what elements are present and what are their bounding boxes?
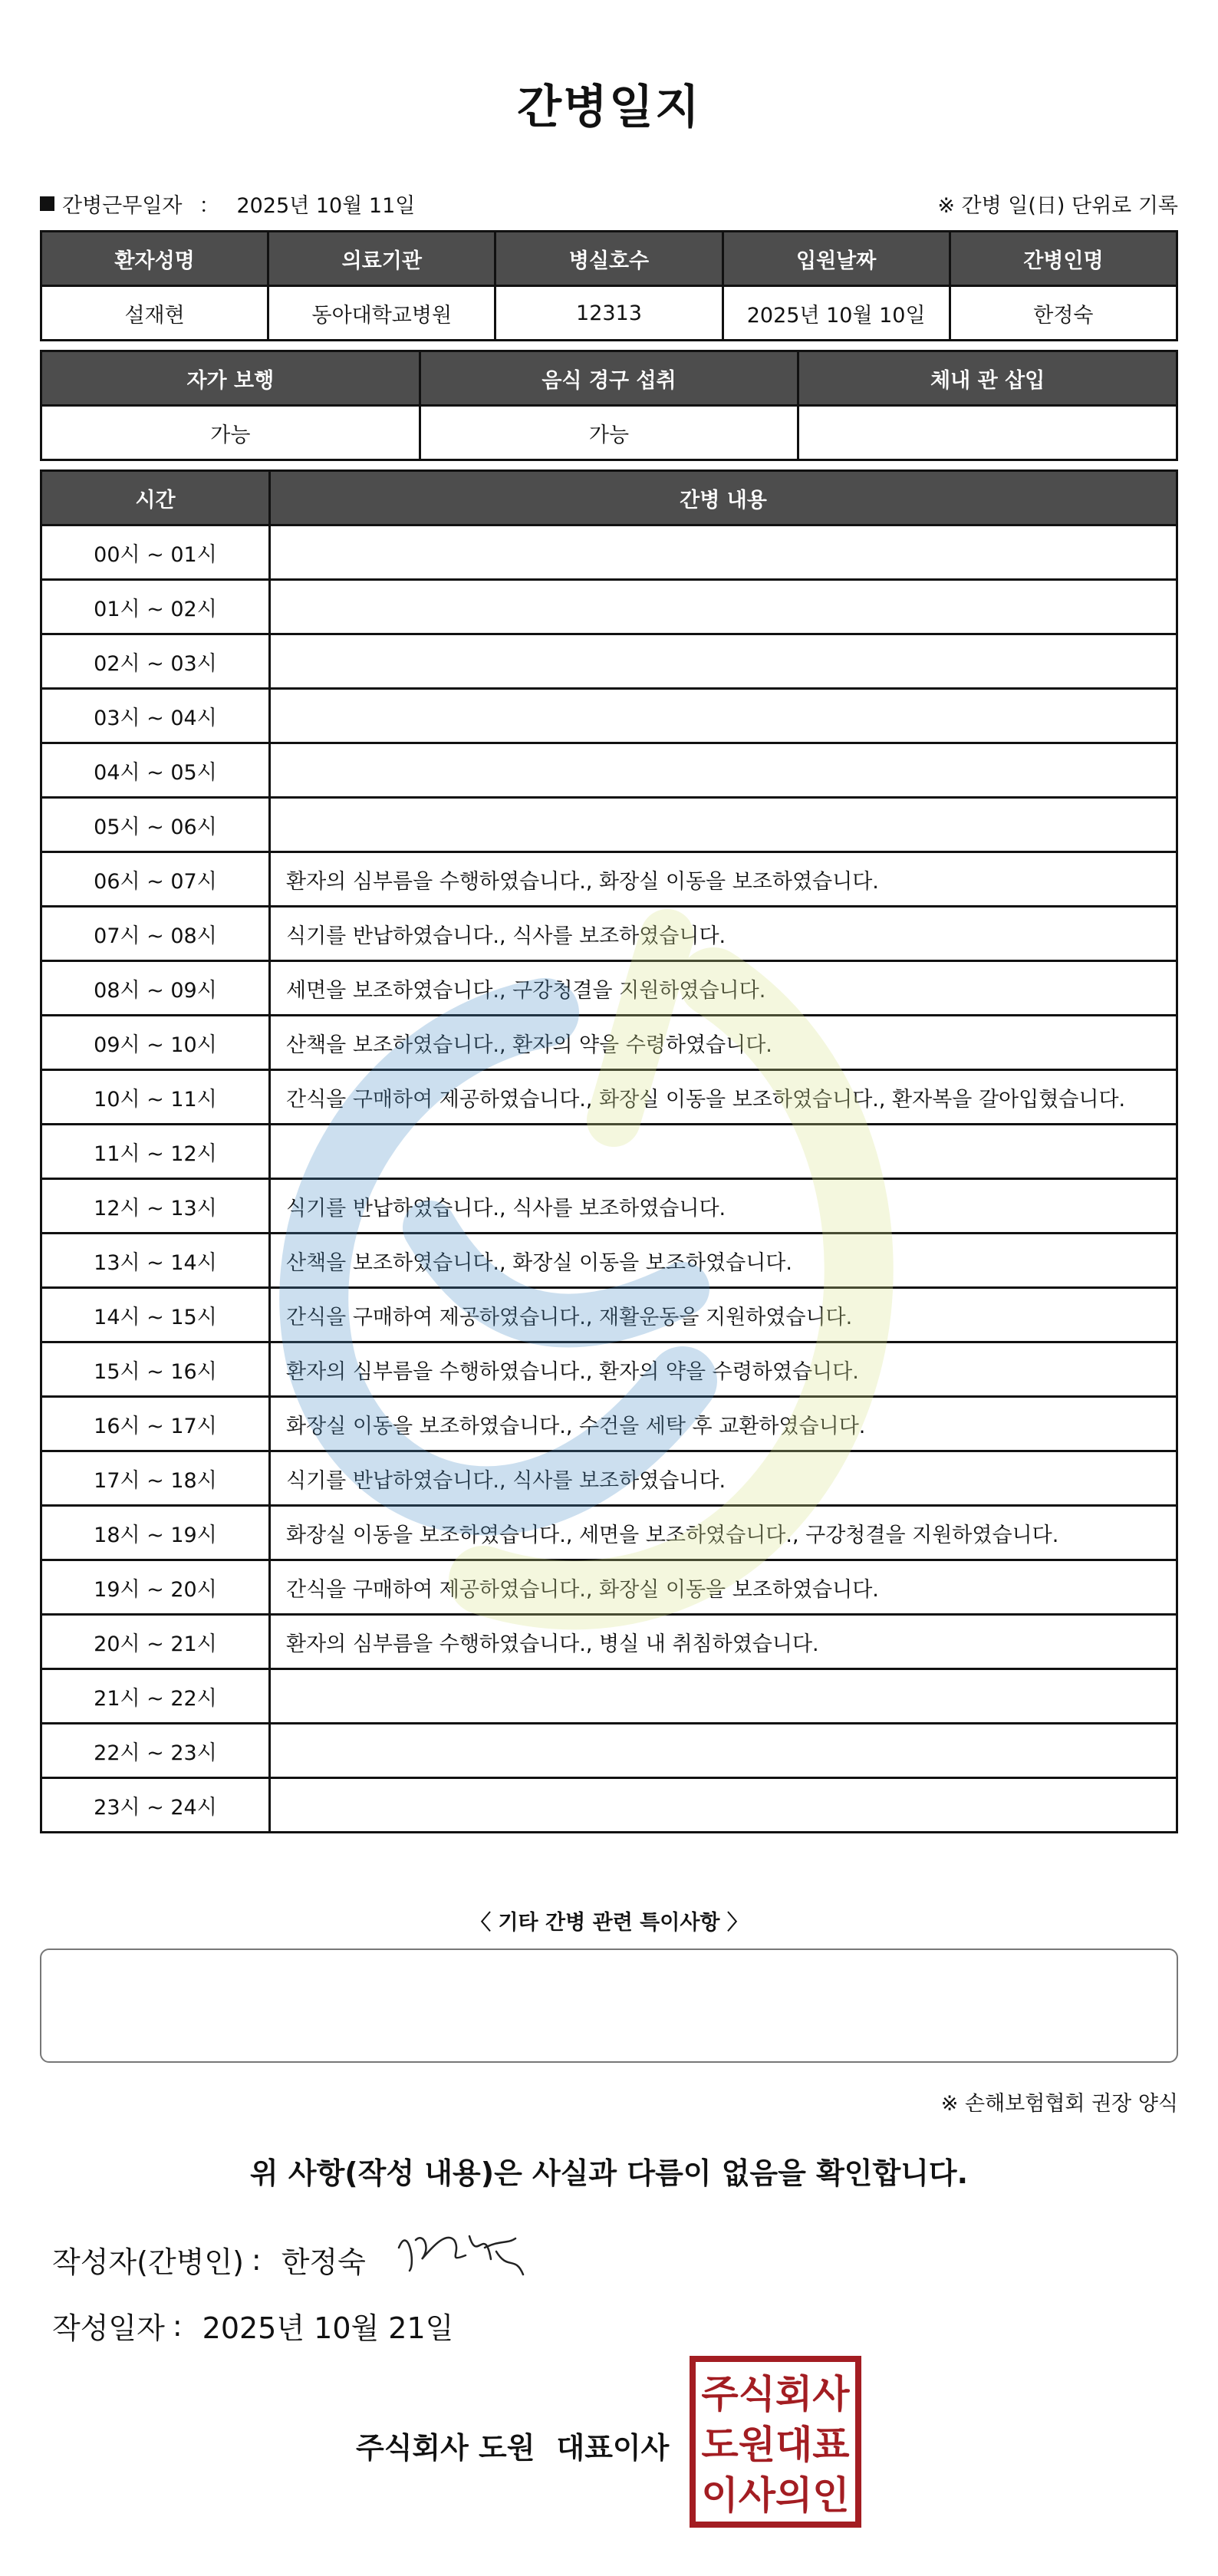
table-header-row: [41, 471, 1177, 525]
table-row: [41, 580, 1177, 634]
schedule-time: 09시 ~ 10시: [41, 1016, 270, 1070]
patient-name: 설재현: [41, 286, 268, 341]
schedule-content: 식기를 반납하였습니다., 식사를 보조하였습니다.: [270, 907, 1177, 961]
header-time: 시간: [41, 471, 270, 525]
hospital: 동아대학교병원: [268, 286, 495, 341]
table-row: [41, 1016, 1177, 1070]
author-colon: :: [251, 2242, 262, 2277]
author-line: [52, 2238, 366, 2281]
company-seal-icon: [689, 2355, 862, 2528]
work-date-colon: ：: [199, 194, 220, 218]
schedule-content: [270, 580, 1177, 634]
schedule-content: 간식을 구매하여 제공하였습니다., 화장실 이동을 보조하였습니다.: [270, 1560, 1177, 1615]
table-row: [41, 1724, 1177, 1778]
schedule-time: 03시 ~ 04시: [41, 689, 270, 743]
schedule-time: 01시 ~ 02시: [41, 580, 270, 634]
written-date-label: 작성일자: [52, 2311, 165, 2345]
seal-line-3: 이사의인: [701, 2473, 850, 2518]
caregiver-name: 한정숙: [950, 286, 1177, 341]
schedule-time: 13시 ~ 14시: [41, 1234, 270, 1288]
header-caregiver-name: 간병인명: [950, 232, 1177, 286]
company-representative: 대표이사: [556, 2431, 670, 2465]
table-row: [41, 852, 1177, 907]
schedule-time: 20시 ~ 21시: [41, 1615, 270, 1669]
schedule-time: 10시 ~ 11시: [41, 1070, 270, 1125]
schedule-content: [270, 634, 1177, 689]
schedule-time: 22시 ~ 23시: [41, 1724, 270, 1778]
author-name: 한정숙: [281, 2245, 366, 2279]
schedule-content: [270, 1778, 1177, 1833]
schedule-time: 21시 ~ 22시: [41, 1669, 270, 1724]
tube-insertion-value: [798, 406, 1177, 460]
schedule-time: 04시 ~ 05시: [41, 743, 270, 798]
table-row: [41, 1778, 1177, 1833]
table-row: [41, 525, 1177, 580]
care-schedule-table: [40, 469, 1178, 1833]
table-row: [41, 1560, 1177, 1615]
header-self-walking: 자가 보행: [41, 351, 420, 406]
table-row: [41, 907, 1177, 961]
table-row: [41, 1451, 1177, 1506]
table-row: [41, 1342, 1177, 1397]
header-patient-name: 환자성명: [41, 232, 268, 286]
written-date-line: [52, 2304, 453, 2347]
schedule-time: 14시 ~ 15시: [41, 1288, 270, 1342]
schedule-content: [270, 525, 1177, 580]
author-label: 작성자(간병인): [52, 2245, 244, 2279]
square-bullet-icon: [40, 196, 54, 211]
table-row: [41, 634, 1177, 689]
schedule-content: 환자의 심부름을 수행하였습니다., 환자의 약을 수령하였습니다.: [270, 1342, 1177, 1397]
table-row: [41, 1397, 1177, 1451]
table-row: [41, 1506, 1177, 1560]
seal-line-2: 도원대표: [701, 2423, 850, 2467]
table-row: [41, 406, 1177, 460]
table-row: [41, 961, 1177, 1016]
header-room-number: 병실호수: [495, 232, 723, 286]
unit-note: ※ 간병 일(日) 단위로 기록: [937, 194, 1178, 218]
table-row: [41, 1615, 1177, 1669]
table-row: [41, 689, 1177, 743]
schedule-content: 산책을 보조하였습니다., 환자의 약을 수령하였습니다.: [270, 1016, 1177, 1070]
schedule-content: [270, 689, 1177, 743]
schedule-content: 식기를 반납하였습니다., 식사를 보조하였습니다.: [270, 1179, 1177, 1234]
table-row: [41, 1070, 1177, 1125]
table-row: [41, 743, 1177, 798]
header-admission-date: 입원날짜: [723, 232, 950, 286]
company-line: [356, 2424, 669, 2466]
schedule-content: 세면을 보조하였습니다., 구강청결을 지원하였습니다.: [270, 961, 1177, 1016]
schedule-time: 15시 ~ 16시: [41, 1342, 270, 1397]
page-title: 간병일지: [517, 81, 701, 134]
schedule-time: 19시 ~ 20시: [41, 1560, 270, 1615]
schedule-time: 16시 ~ 17시: [41, 1397, 270, 1451]
oral-intake-value: 가능: [420, 406, 798, 460]
header-hospital: 의료기관: [268, 232, 495, 286]
schedule-time: 06시 ~ 07시: [41, 852, 270, 907]
table-row: [41, 286, 1177, 341]
schedule-time: 05시 ~ 06시: [41, 798, 270, 852]
notes-title: 〈 기타 간병 관련 특이사항 〉: [470, 1911, 748, 1935]
schedule-content: 환자의 심부름을 수행하였습니다., 화장실 이동을 보조하였습니다.: [270, 852, 1177, 907]
schedule-content: [270, 743, 1177, 798]
form-source-note: ※ 손해보험협회 권장 양식: [940, 2092, 1178, 2116]
table-row: [41, 798, 1177, 852]
schedule-time: 07시 ~ 08시: [41, 907, 270, 961]
work-date-label: 간병근무일자: [62, 194, 183, 218]
schedule-content: 간식을 구매하여 제공하였습니다., 화장실 이동을 보조하였습니다., 환자복을 갈아입혔습니다.: [270, 1070, 1177, 1125]
patient-status-table: [40, 350, 1178, 461]
room-number: 12313: [495, 286, 723, 341]
meta-row: [40, 189, 1178, 219]
schedule-body: [41, 525, 1177, 1833]
confirmation-statement: 위 사항(작성 내용)은 사실과 다름이 없음을 확인합니다.: [249, 2156, 969, 2190]
schedule-content: 화장실 이동을 보조하였습니다., 수건을 세탁 후 교환하였습니다.: [270, 1397, 1177, 1451]
schedule-time: 23시 ~ 24시: [41, 1778, 270, 1833]
table-header-row: [41, 351, 1177, 406]
notes-box: [40, 1948, 1178, 2063]
written-date-value: 2025년 10월 21일: [202, 2311, 454, 2345]
schedule-content: 간식을 구매하여 제공하였습니다., 재활운동을 지원하였습니다.: [270, 1288, 1177, 1342]
table-row: [41, 1669, 1177, 1724]
table-row: [41, 1125, 1177, 1179]
schedule-content: [270, 1125, 1177, 1179]
header-tube-insertion: 체내 관 삽입: [798, 351, 1177, 406]
schedule-content: [270, 1669, 1177, 1724]
header-care-content: 간병 내용: [270, 471, 1177, 525]
schedule-content: 산책을 보조하였습니다., 화장실 이동을 보조하였습니다.: [270, 1234, 1177, 1288]
schedule-content: 화장실 이동을 보조하였습니다., 세면을 보조하였습니다., 구강청결을 지원하였습니다.: [270, 1506, 1177, 1560]
work-date: [40, 189, 415, 219]
seal-line-1: 주식회사: [701, 2372, 850, 2416]
written-date-colon: :: [172, 2308, 183, 2343]
schedule-time: 18시 ~ 19시: [41, 1506, 270, 1560]
table-row: [41, 1179, 1177, 1234]
schedule-content: 환자의 심부름을 수행하였습니다., 병실 내 취침하였습니다.: [270, 1615, 1177, 1669]
admission-date: 2025년 10월 10일: [723, 286, 950, 341]
schedule-time: 00시 ~ 01시: [41, 525, 270, 580]
handwritten-signature-icon: [393, 2217, 531, 2286]
table-header-row: [41, 232, 1177, 286]
schedule-time: 17시 ~ 18시: [41, 1451, 270, 1506]
schedule-time: 11시 ~ 12시: [41, 1125, 270, 1179]
company-name: 주식회사 도원: [356, 2431, 535, 2465]
schedule-time: 02시 ~ 03시: [41, 634, 270, 689]
schedule-time: 08시 ~ 09시: [41, 961, 270, 1016]
work-date-value: 2025년 10월 11일: [236, 194, 416, 218]
self-walking-value: 가능: [41, 406, 420, 460]
header-oral-intake: 음식 경구 섭취: [420, 351, 798, 406]
schedule-content: [270, 798, 1177, 852]
schedule-content: 식기를 반납하였습니다., 식사를 보조하였습니다.: [270, 1451, 1177, 1506]
schedule-time: 12시 ~ 13시: [41, 1179, 270, 1234]
patient-info-table: [40, 230, 1178, 341]
table-row: [41, 1288, 1177, 1342]
table-row: [41, 1234, 1177, 1288]
schedule-content: [270, 1724, 1177, 1778]
